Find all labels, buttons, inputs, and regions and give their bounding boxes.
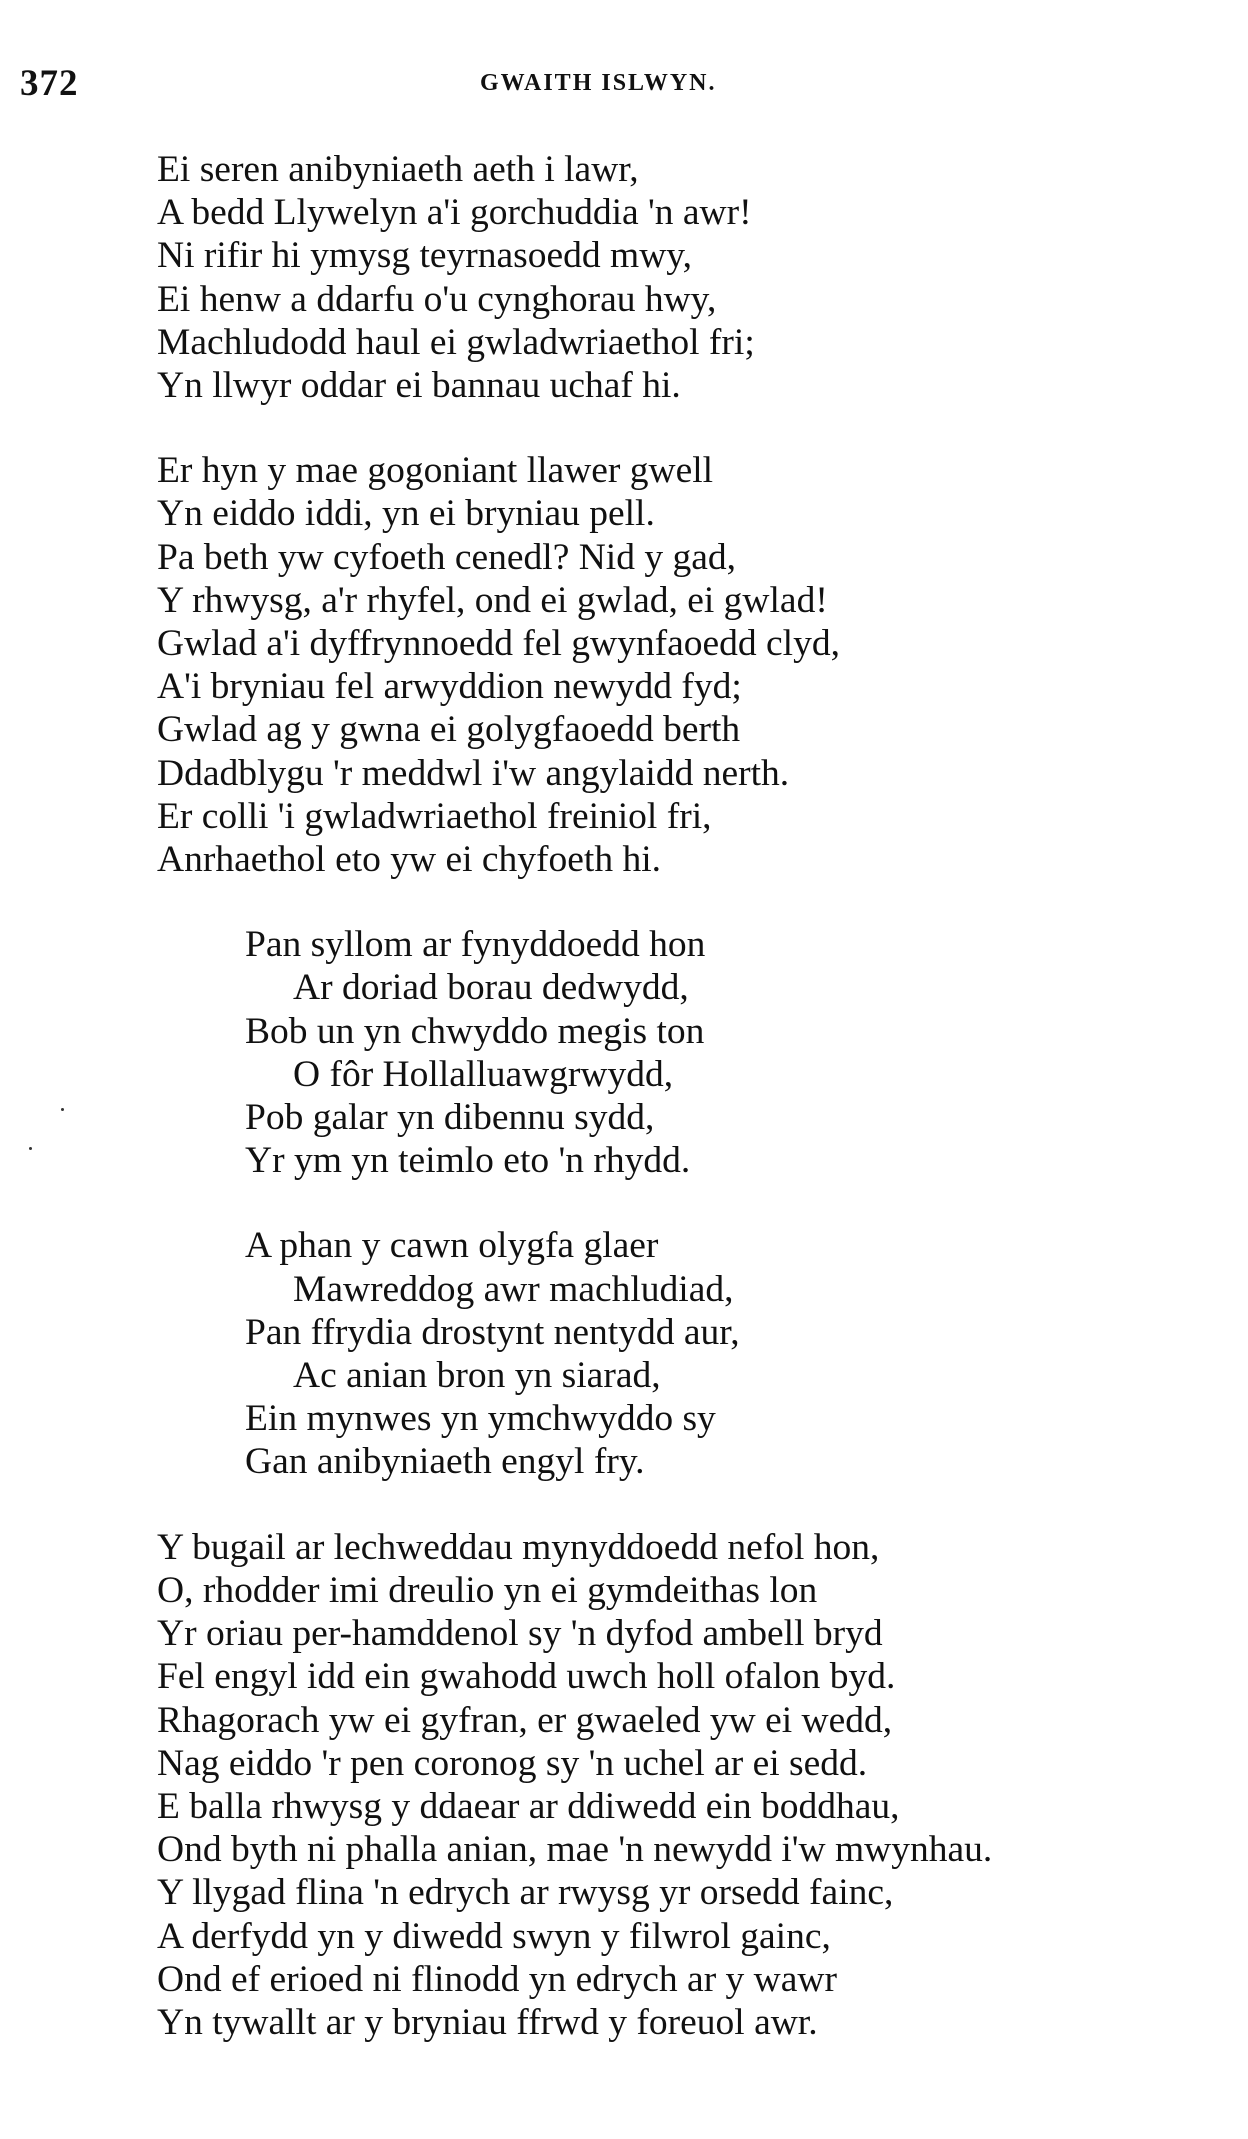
poem-line: Ond byth ni phalla anian, mae 'n newydd i'w mwynhau. [157, 1829, 993, 1871]
stanza-1 [157, 148, 1227, 407]
poem-line: Gwlad a'i dyffrynnoedd fel gwynfaoedd clyd, [157, 623, 840, 665]
stanza-5 [157, 1526, 1227, 2044]
poem-line: Nag eiddo 'r pen coronog sy 'n uchel ar ei sedd. [157, 1742, 868, 1784]
poem-line: Gan anibyniaeth engyl fry. [245, 1441, 645, 1483]
poem-line: Anrhaethol eto yw ei chyfoeth hi. [157, 839, 662, 881]
poem-line: Yr ym yn teimlo eto 'n rhydd. [245, 1140, 691, 1182]
poem-line: Ein mynwes yn ymchwyddo sy [245, 1398, 716, 1440]
poem-line-indented: Ac anian bron yn siarad, [293, 1355, 661, 1397]
poem-line: Yn tywallt ar y bryniau ffrwd y foreuol awr. [157, 2001, 818, 2043]
poem-body [157, 148, 1227, 2044]
poem-line: Y rhwysg, a'r rhyfel, ond ei gwlad, ei gwlad! [157, 579, 828, 621]
poem-line: Er colli 'i gwladwriaethol freiniol fri, [157, 795, 712, 837]
poem-line: Er hyn y mae gogoniant llawer gwell [157, 450, 714, 492]
poem-line: Pob galar yn dibennu sydd, [245, 1097, 655, 1139]
stanza-2 [157, 449, 1227, 881]
poem-line: Pa beth yw cyfoeth cenedl? Nid y gad, [157, 536, 736, 578]
running-title: GWAITH ISLWYN. [480, 70, 717, 96]
poem-line: Yn llwyr oddar ei bannau uchaf hi. [157, 365, 681, 407]
poem-line: Yn eiddo iddi, yn ei bryniau pell. [157, 493, 655, 535]
poem-line: Ei seren anibyniaeth aeth i lawr, [157, 149, 639, 190]
poem-line: E balla rhwysg y ddaear ar ddiwedd ein boddhau, [157, 1785, 900, 1827]
poem-line: A derfydd yn y diwedd swyn y filwrol gainc, [157, 1915, 831, 1957]
poem-line: Bob un yn chwyddo megis ton [245, 1010, 705, 1052]
poem-line: Y llygad flina 'n edrych ar rwysg yr orsedd fainc, [157, 1872, 894, 1914]
page-number: 372 [20, 63, 79, 104]
poem-line: Ei henw a ddarfu o'u cynghorau hwy, [157, 278, 717, 320]
poem-line-indented: O fôr Hollalluawgrwydd, [293, 1053, 674, 1095]
poem-line: Ond ef erioed ni flinodd yn edrych ar y wawr [157, 1958, 837, 2000]
poem-line: Ddadblygu 'r meddwl i'w angylaidd nerth. [157, 752, 790, 794]
poem-line: Ni rifir hi ymysg teyrnasoedd mwy, [157, 235, 692, 277]
poem-line: A bedd Llywelyn a'i gorchuddia 'n awr! [157, 192, 752, 234]
stray-dot-mark [29, 1147, 32, 1150]
poem-line: Pan syllom ar fynyddoedd hon [245, 924, 706, 966]
poem-line: Pan ffrydia drostynt nentydd aur, [245, 1311, 740, 1353]
poem-line: Rhagorach yw ei gyfran, er gwaeled yw ei wedd, [157, 1699, 893, 1741]
stanza-3 [245, 923, 1227, 1182]
poem-line: Yr oriau per-hamddenol sy 'n dyfod ambell bryd [157, 1613, 883, 1655]
poem-line: Gwlad ag y gwna ei golygfaoedd berth [157, 709, 741, 751]
poem-line: O, rhodder imi dreulio yn ei gymdeithas lon [157, 1569, 818, 1611]
poem-line: Fel engyl idd ein gwahodd uwch holl ofalon byd. [157, 1656, 896, 1698]
poem-line-indented: Ar doriad borau dedwydd, [293, 967, 689, 1009]
poem-line-indented: Mawreddog awr machludiad, [293, 1268, 734, 1310]
poem-line: Machludodd haul ei gwladwriaethol fri; [157, 321, 755, 363]
poem-line: Y bugail ar lechweddau mynyddoedd nefol hon, [157, 1526, 880, 1568]
stanza-4 [245, 1224, 1227, 1483]
poem-line: A'i bryniau fel arwyddion newydd fyd; [157, 666, 742, 708]
stray-dot-mark [61, 1108, 64, 1111]
poem-line: A phan y cawn olygfa glaer [245, 1225, 659, 1267]
